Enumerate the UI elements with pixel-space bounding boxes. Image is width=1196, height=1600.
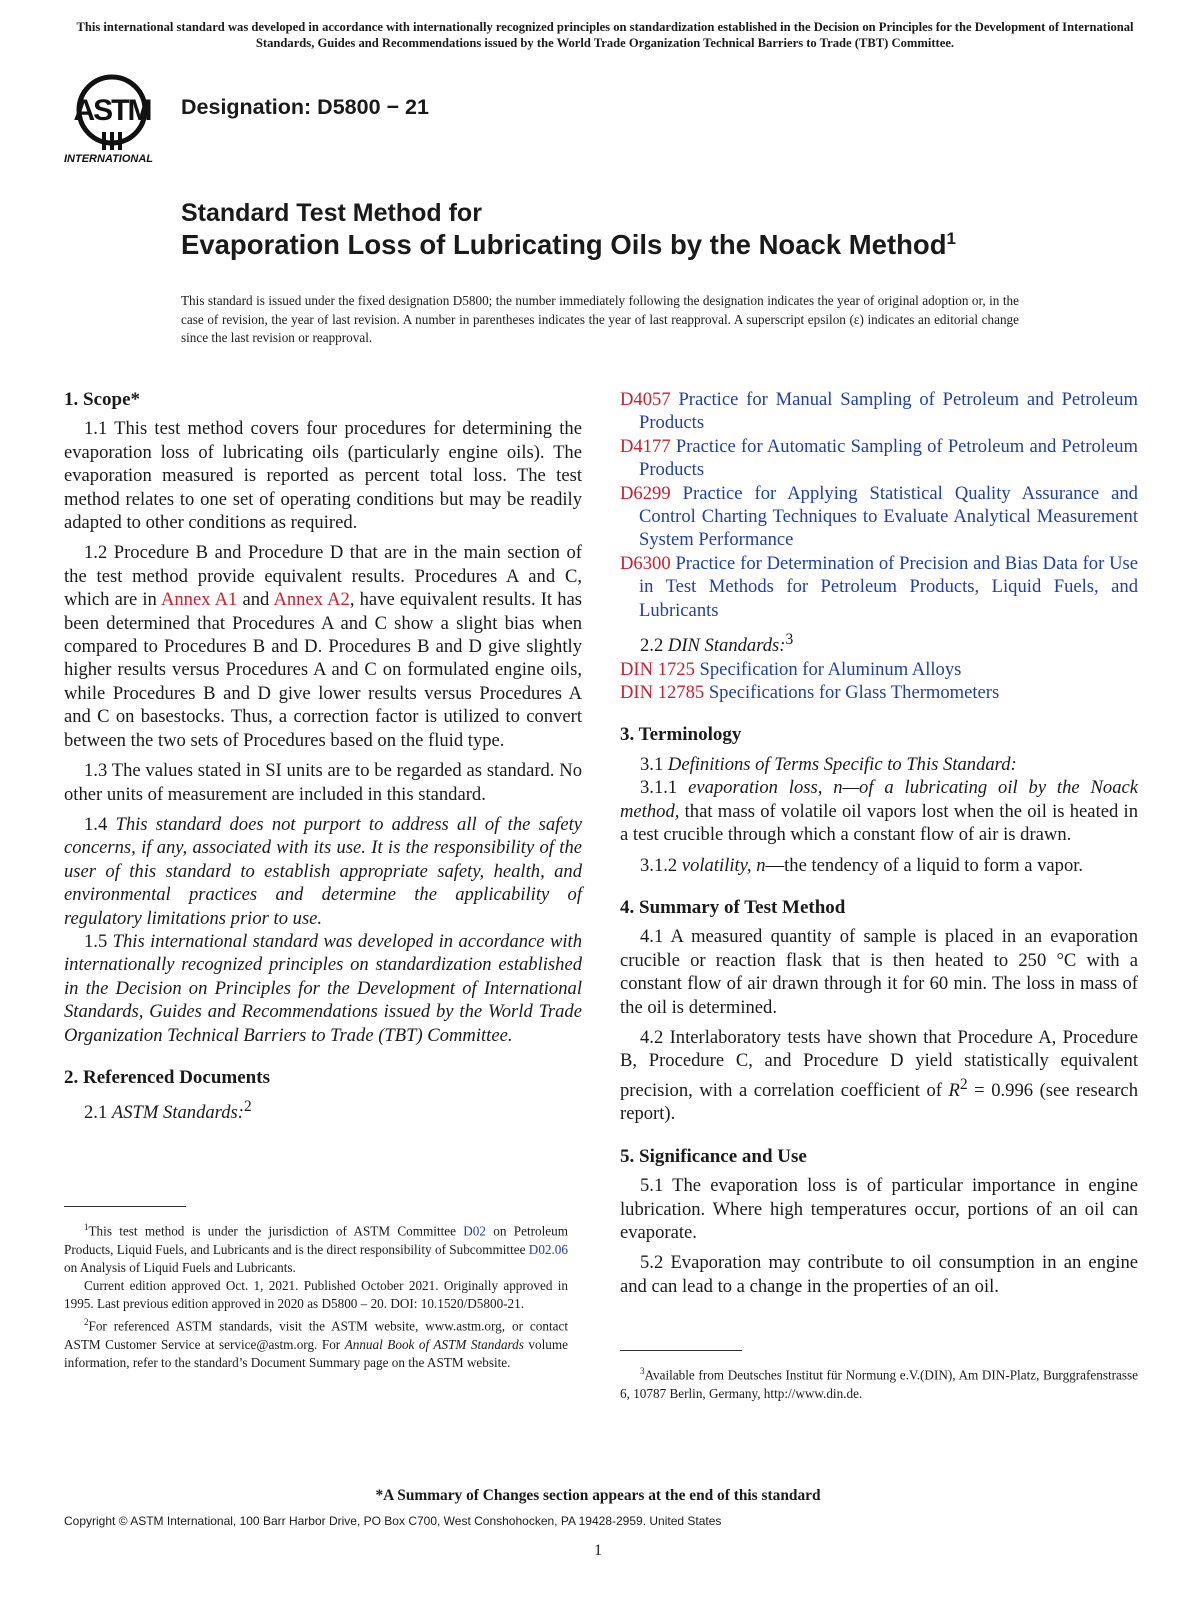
ref-code[interactable]: DIN 1725: [620, 658, 695, 680]
astm-logo: [62, 70, 168, 166]
para-5-2: 5.2 Evaporation may contribute to oil consumption in an engine and can lead to a change in the properties of an oil.: [620, 1252, 1138, 1297]
section-4-heading: 4. Summary of Test Method: [620, 896, 846, 918]
para-4-1: 4.1 A measured quantity of sample is placed in an evaporation crucible or reaction flask that is then heated to 250 °C with a constant flow of air drawn through it for 60 min. The loss in mass of the oil is determined.: [620, 926, 1138, 1018]
committee-d02-link[interactable]: D02: [463, 1223, 486, 1239]
para-1-5-text: This international standard was developed in accordance with internationally recognized principles on standardization established in the Decision on Principles for the Development of International Standards, Guides and Recommendations issued by the World Trade Organization Technical Barriers to Trade (TBT) Committee.: [64, 930, 583, 1046]
section-5-heading: 5. Significance and Use: [620, 1145, 807, 1167]
footnote-1-text-a: This test method is under the jurisdiction of ASTM Committee: [88, 1223, 464, 1239]
para-3-1-2: [620, 854, 1138, 877]
para-1-4: [64, 813, 582, 930]
para-1-2-text-b: and: [237, 589, 274, 611]
para-1-4-text: This standard does not purport to address all of the safety concerns, if any, associated with its use. It is the responsibility of the user of this standard to establish appropriate safety, health, and environmental practices and determine the applicability of regulatory limitations prior to use.: [64, 813, 582, 929]
ref-code[interactable]: D4057: [620, 389, 671, 410]
para-2-2-text: DIN Standards:: [667, 635, 786, 657]
astm-ref-d4177[interactable]: [620, 435, 1138, 482]
footnotes-right: [620, 1362, 1138, 1403]
ref-title[interactable]: Practice for Applying Statistical Quality Assurance and Control Charting Techniques to Evaluate Analytical Measurement System Performance: [639, 482, 1138, 551]
para-1-2-text-a: 1.2 Procedure B and Procedure D that are in the main section of the test method provide equivalent results. Procedures A and C, which are in: [64, 542, 582, 611]
para-1-2: [64, 541, 582, 752]
ref-title[interactable]: Practice for Automatic Sampling of Petroleum and Petroleum Products: [639, 435, 1138, 481]
footnote-divider-left: [64, 1206, 186, 1207]
footnotes-left: [64, 1218, 568, 1372]
logo-international: INTERNATIONAL: [64, 153, 154, 165]
title-footnote-mark: 1: [946, 229, 956, 248]
footnote-3-text: Available from Deutsches Institut für Normung e.V.(DIN), Am DIN-Platz, Burggrafenstrasse 6, 10787 Berlin, Germany, http://www.din.de.: [620, 1367, 1138, 1401]
footnote-1-text-b: on Petroleum Products, Liquid Fuels, and Lubricants and is the direct responsibility of Subcommittee: [64, 1223, 568, 1257]
footnote-divider-right: [620, 1350, 742, 1351]
para-3-1-2-number: 3.1.2: [640, 854, 682, 876]
left-column: [64, 388, 582, 1125]
footnote-ref-3[interactable]: 3: [785, 631, 794, 649]
para-3-1-1: [620, 776, 1138, 846]
ref-title[interactable]: Specifications for Glass Thermometers: [708, 682, 1000, 704]
issue-note: This standard is issued under the fixed designation D5800; the number immediately following the designation indicates the year of original adoption or, in the case of revision, the year of last revision. A number in parentheses indicates the year of last reapproval. A superscript epsilon (ε) indicates an editorial change since the last revision or reapproval.: [181, 293, 1019, 345]
para-4-2: [620, 1026, 1138, 1126]
para-3-1-number: 3.1: [640, 753, 668, 775]
astm-ref-d6299[interactable]: [620, 482, 1138, 552]
para-4-2-r: R: [948, 1079, 960, 1101]
designation: Designation: D5800 − 21: [181, 95, 429, 119]
section-3-heading: 3. Terminology: [620, 724, 742, 746]
ref-code[interactable]: D4177: [620, 435, 671, 457]
para-3-1-1-text: that mass of volatile oil vapors lost when the oil is heated in a test crucible through which a constant flow of air is drawn.: [620, 800, 1138, 846]
footnote-2-italic: Annual Book of ASTM Standards: [344, 1337, 524, 1352]
annex-a1-link[interactable]: Annex A1: [160, 589, 238, 611]
din-ref-1725[interactable]: [620, 658, 1138, 681]
annex-a2-link[interactable]: Annex A2: [273, 589, 350, 611]
footnote-3: [620, 1362, 1138, 1403]
para-4-2-text-a: 4.2 Interlaboratory tests have shown that Procedure A, Procedure B, Procedure C, and Procedure D yield statistically equivalent precision, with a correlation coefficient of: [620, 1026, 1138, 1101]
subcommittee-d02-06-link[interactable]: D02.06: [528, 1241, 568, 1257]
para-4-2-exponent: 2: [959, 1075, 968, 1093]
logo-letters: ASTM: [73, 94, 151, 127]
para-3-1-text: Definitions of Terms Specific to This Standard:: [667, 753, 1017, 775]
para-1-3: 1.3 The values stated in SI units are to be regarded as standard. No other units of measurement are included in this standard.: [64, 760, 582, 805]
footnote-ref-2[interactable]: 2: [243, 1098, 252, 1116]
section-2-heading: 2. Referenced Documents: [64, 1066, 270, 1088]
para-1-1: 1.1 This test method covers four procedures for determining the evaporation loss of lubricating oils (particularly engine oils). The evaporation measured is reported as percent total loss. The test method relates to one set of operating conditions but may be readily adapted to other conditions as required.: [64, 418, 582, 534]
astm-ref-d4057[interactable]: [620, 388, 1138, 435]
para-1-5: [64, 930, 582, 1047]
copyright: Copyright © ASTM International, 100 Barr Harbor Drive, PO Box C700, West Conshohocken, PA 19428-2959. United States: [64, 1514, 722, 1528]
section-1-heading: 1. Scope*: [64, 389, 140, 410]
title-line-2: [181, 228, 1081, 262]
para-1-2-text-c: , have equivalent results. It has been determined that Procedures A and C show a slight bias when compared to Procedures B and D. Procedures B and D give slightly higher results versus Procedures A and C on formulated engine oils, while Procedures B and D give lower results versus Procedures A and C on basestocks. Thus, a correction factor is utilized to convert between the two sets of Procedures based on the fluid type.: [64, 589, 582, 751]
ref-title[interactable]: Practice for Determination of Precision and Bias Data for Use in Test Methods for Petroleum Products, Liquid Fuels, and Lubricants: [639, 552, 1138, 621]
footnote-1-text-c: on Analysis of Liquid Fuels and Lubricants.: [64, 1259, 296, 1275]
ref-title[interactable]: Practice for Manual Sampling of Petroleum and Petroleum Products: [639, 389, 1138, 434]
ref-code[interactable]: D6300: [620, 552, 671, 574]
para-2-1-number: 2.1: [84, 1102, 112, 1124]
footnote-1-mark: 1: [84, 1222, 89, 1232]
din-ref-12785[interactable]: [620, 681, 1138, 704]
footnote-1-edition: Current edition approved Oct. 1, 2021. Published October 2021. Originally approved in 1995. Last previous edition approved in 2020 as D5800 – 20. DOI: 10.1520/D5800-21.: [64, 1278, 568, 1312]
para-3-1: [620, 753, 1138, 776]
ref-code[interactable]: DIN 12785: [620, 682, 705, 704]
term-evaporation-loss: evaporation loss, n—of a lubricating oil by the Noack method,: [620, 777, 1139, 822]
para-2-2-number: 2.2: [640, 635, 668, 657]
para-1-5-number: 1.5: [84, 930, 113, 952]
para-5-1: 5.1 The evaporation loss is of particular importance in engine lubrication. Where high temperatures occur, portions of an oil can evaporate.: [620, 1175, 1138, 1243]
document-title: [181, 198, 1081, 262]
footnote-2-text-b: volume information, refer to the standard’s Document Summary page on the ASTM website.: [64, 1337, 568, 1371]
para-2-2: [620, 628, 1138, 658]
para-3-1-1-number: 3.1.1: [640, 777, 689, 799]
summary-of-changes-note: *A Summary of Changes section appears at the end of this standard: [375, 1487, 821, 1504]
trade-notice: This international standard was developed in accordance with internationally recognized principles on standardization established in the Decision on Principles for the Development of International Standards, Guides and Recommendations issued by the World Trade Organization Technical Barriers to Trade (TBT) Committee.: [76, 20, 1134, 50]
footnote-1: [64, 1218, 568, 1277]
astm-ref-d6300[interactable]: [620, 552, 1138, 622]
para-2-1: [64, 1095, 582, 1125]
footnote-2-text-a: For referenced ASTM standards, visit the ASTM website, www.astm.org, or contact ASTM Customer Service at service@astm.org. For: [64, 1318, 568, 1352]
para-3-1-2-text: —the tendency of a liquid to form a vapor.: [765, 854, 1084, 876]
para-4-2-text-b: = 0.996 (see research report).: [620, 1079, 1138, 1125]
footnote-3-mark: 3: [640, 1366, 645, 1376]
footnote-2-mark: 2: [84, 1317, 89, 1328]
title-line-1: Standard Test Method for: [181, 199, 482, 227]
title-text: Evaporation Loss of Lubricating Oils by the Noack Method: [181, 229, 947, 260]
page-number: 1: [594, 1542, 602, 1559]
para-2-1-text: ASTM Standards:: [111, 1102, 244, 1124]
ref-title[interactable]: Specification for Aluminum Alloys: [699, 658, 962, 680]
term-volatility: volatility, n: [681, 854, 766, 876]
right-column: [620, 388, 1138, 1298]
para-1-4-number: 1.4: [84, 813, 116, 835]
footnote-2: [64, 1313, 568, 1372]
ref-code[interactable]: D6299: [620, 482, 671, 504]
